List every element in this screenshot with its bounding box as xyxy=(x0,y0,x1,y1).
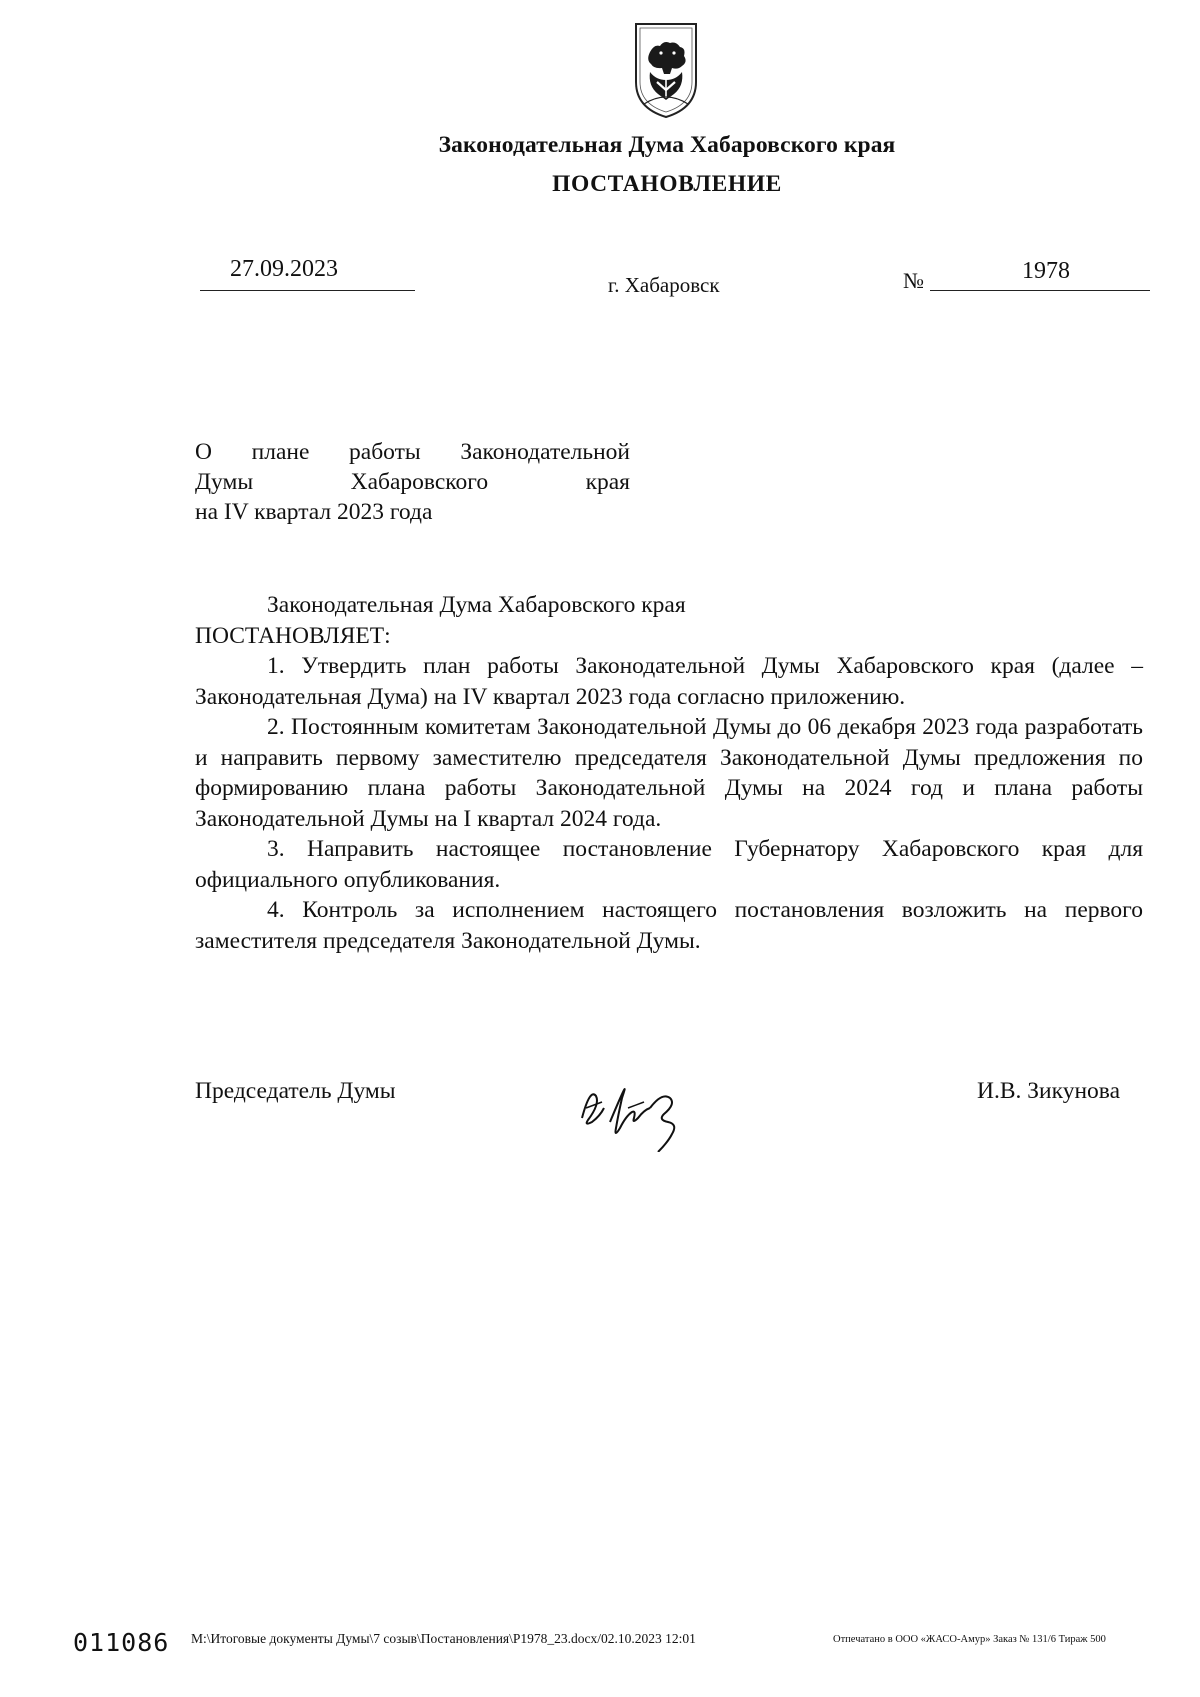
paragraph-2: 2. Постоянным комитетам Законодательной Думы до 06 декабря 2023 года разработать и направить первому заместителю председателя Законодательной Думы предложения по формированию плана работы Законодательной Думы на 2024 год и плана работы Законодательной Думы на I квартал 2024 года. xyxy=(195,714,1143,832)
paragraph-4: 4. Контроль за исполнением настоящего постановления возложить на первого заместителя председателя Законодательной Думы. xyxy=(195,897,1143,954)
file-path-stamp: M:\Итоговые документы Думы\7 созыв\Постановления\P1978_23.docx/02.10.2023 12:01 xyxy=(191,1631,696,1646)
organization-name: Законодательная Дума Хабаровского края xyxy=(438,132,896,158)
form-serial-number: 011086 xyxy=(73,1628,170,1657)
number-underline xyxy=(930,290,1150,291)
signatory-name: И.В. Зикунова xyxy=(977,1078,1120,1104)
subject-line: Думы Хабаровского края xyxy=(195,469,630,495)
document-subject xyxy=(195,437,630,527)
subject-line: О плане работы Законодательной xyxy=(195,439,630,465)
resolves-keyword: ПОСТАНОВЛЯЕТ: xyxy=(195,622,391,649)
paragraph-1: 1. Утвердить план работы Законодательной Думы Хабаровского края (далее – Законодательная Дума) на IV квартал 2023 года согласно приложению. xyxy=(195,653,1143,710)
document-date: 27.09.2023 xyxy=(230,256,338,282)
signatory-position: Председатель Думы xyxy=(195,1078,396,1104)
subject-line: на IV квартал 2023 года xyxy=(195,499,433,525)
number-label: № xyxy=(903,268,924,293)
handwritten-signature xyxy=(572,1068,694,1152)
date-underline xyxy=(200,290,415,291)
printer-imprint: Отпечатано в ООО «ЖАСО-Амур» Заказ № 131/6 Тираж 500 xyxy=(833,1634,1106,1645)
paragraph-3: 3. Направить настоящее постановление Губернатору Хабаровского края для официального опубликования. xyxy=(195,836,1143,893)
coat-of-arms-icon xyxy=(624,20,708,120)
document-body xyxy=(195,590,1143,956)
intro-line: Законодательная Дума Хабаровского края xyxy=(267,592,686,618)
city-name: г. Хабаровск xyxy=(608,273,720,297)
document-number: 1978 xyxy=(1022,258,1070,284)
document-type-title: ПОСТАНОВЛЕНИЕ xyxy=(552,171,782,197)
